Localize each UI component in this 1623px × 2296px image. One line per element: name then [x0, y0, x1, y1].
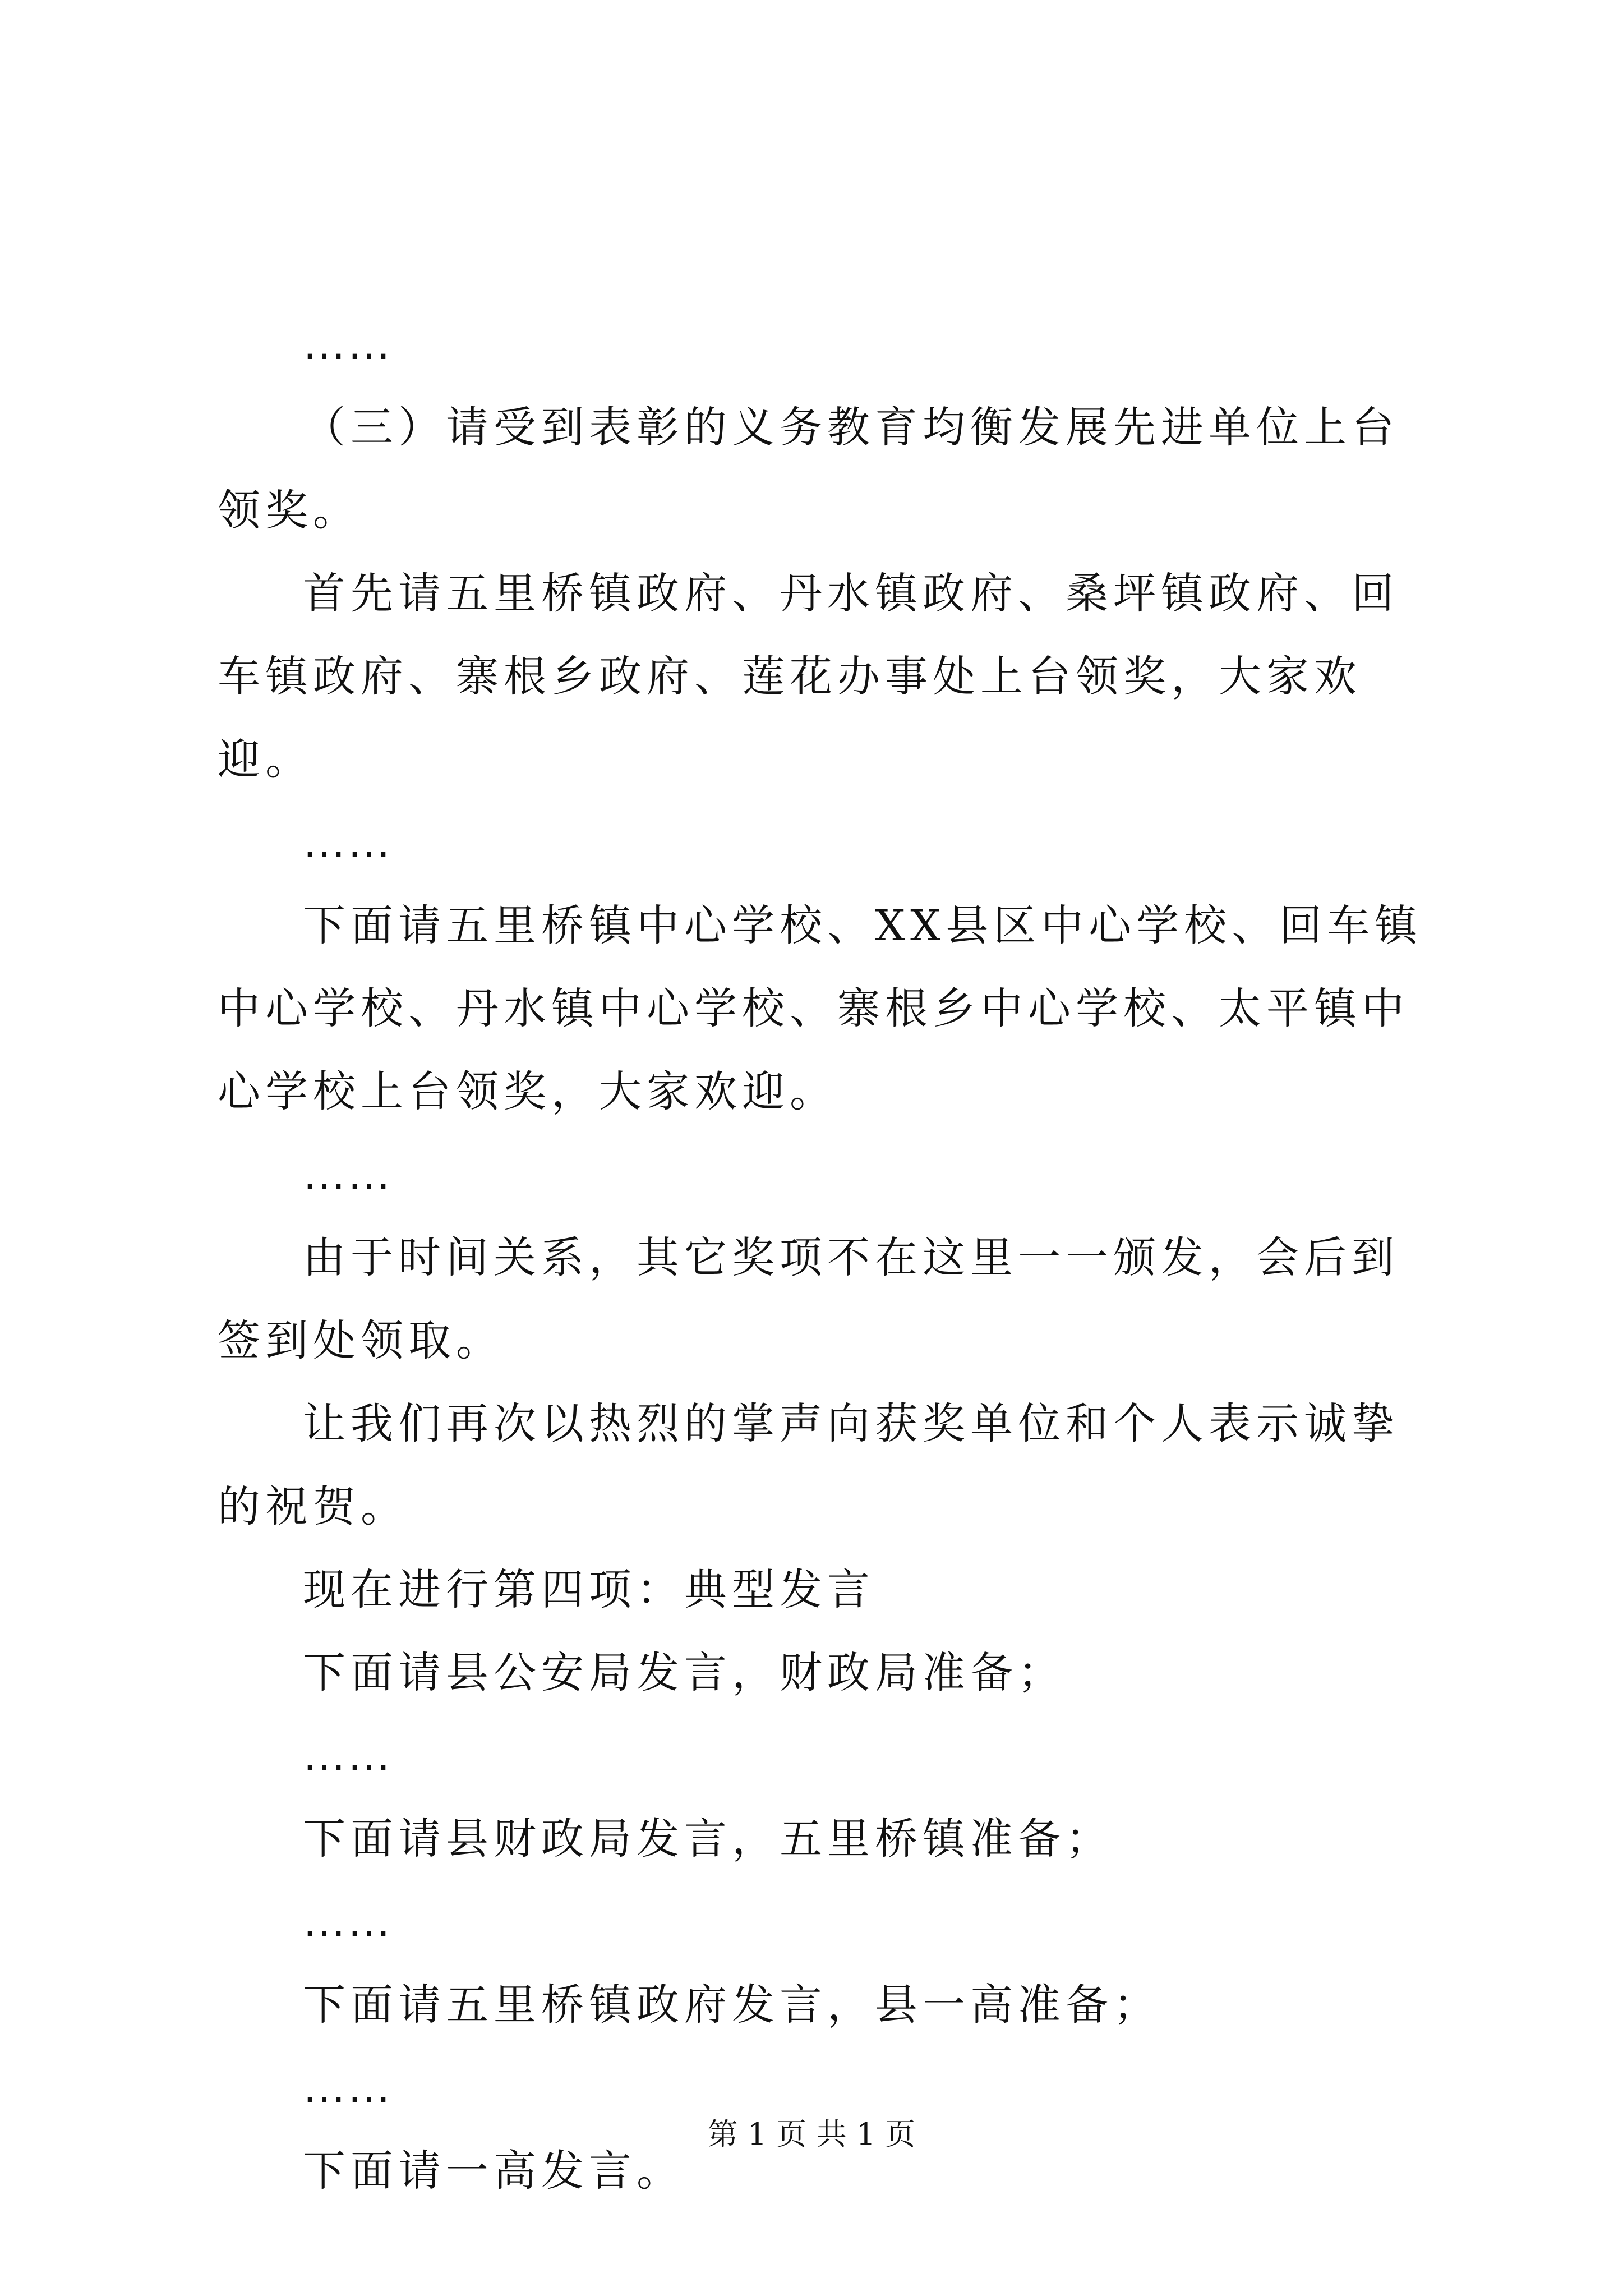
paragraph-item-four: 现在进行第四项：典型发言: [303, 1565, 875, 1614]
paragraph-ellipsis-4: ……: [303, 1731, 393, 1780]
paragraph-section-three-heading: （三）请受到表彰的义务教育均衡发展先进单位上台领奖。: [218, 402, 1399, 535]
paragraph-school-awardees: 下面请五里桥镇中心学校、XX县区中心学校、回车镇中心学校、丹水镇中心学校、寨根乡中心学校、太平镇中心学校上台领奖，大家欢迎。: [218, 900, 1423, 1116]
paragraph-ellipsis-5: ……: [303, 1897, 393, 1947]
paragraph-speaker-yigao: 下面请一高发言。: [303, 2146, 684, 2196]
paragraph-congratulations: 让我们再次以热烈的掌声向获奖单位和个人表示诚挚的祝贺。: [218, 1398, 1399, 1531]
paragraph-government-awardees: 首先请五里桥镇政府、丹水镇政府、桑坪镇政府、回车镇政府、寨根乡政府、莲花办事处上台领奖，大家欢迎。: [218, 568, 1399, 784]
page-footer: 第 1 页 共 1 页: [707, 2116, 916, 2152]
paragraph-ellipsis-3: ……: [303, 1149, 393, 1199]
paragraph-speaker-wuliqiao: 下面请五里桥镇政府发言，县一高准备；: [303, 1980, 1161, 2030]
paragraph-time-note: 由于时间关系，其它奖项不在这里一一颁发，会后到签到处领取。: [218, 1232, 1399, 1365]
paragraph-speaker-police: 下面请县公安局发言，财政局准备；: [303, 1648, 1066, 1697]
paragraph-speaker-finance: 下面请县财政局发言，五里桥镇准备；: [303, 1814, 1113, 1864]
document-body: [218, 303, 1429, 2212]
paragraph-ellipsis-2: ……: [303, 817, 393, 867]
paragraph-ellipsis-6: ……: [303, 2063, 393, 2113]
paragraph-ellipsis-1: ……: [303, 319, 393, 369]
